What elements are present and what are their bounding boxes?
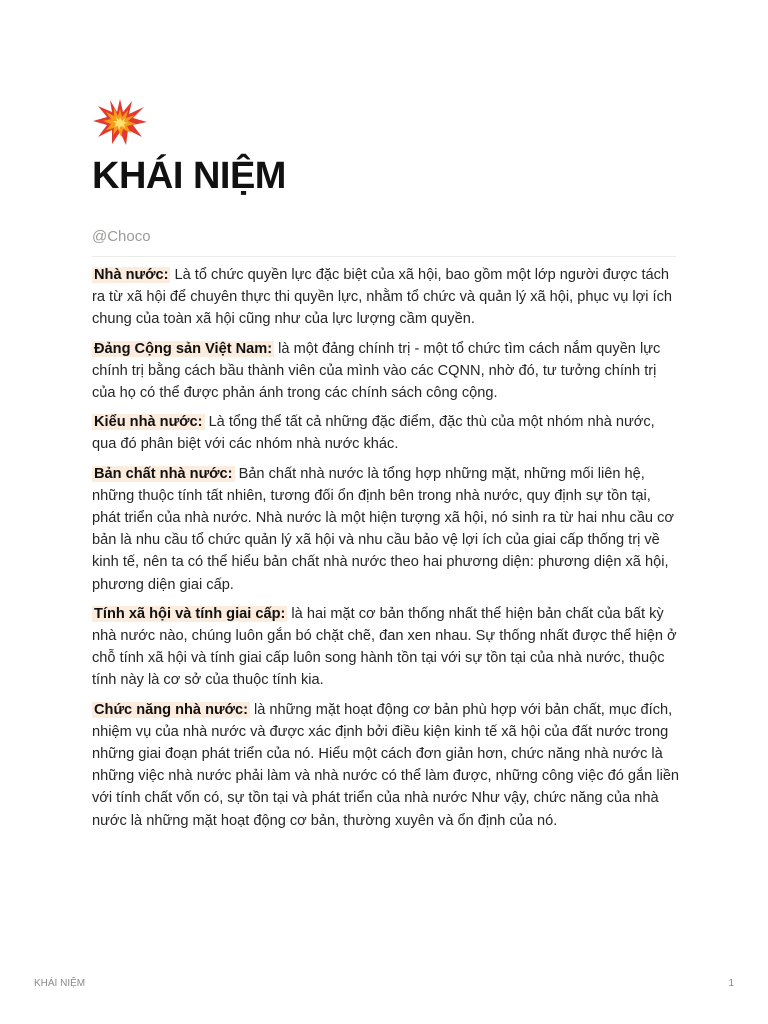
term-label: Bản chất nhà nước: [94,465,233,482]
paragraph-dang-cong-san [92,338,682,405]
collision-emoji-icon [92,97,148,147]
page-title: KHÁI NIỆM [92,155,286,197]
definition-text: là một đảng chính trị - một tổ chức tìm cách nắm quyền lực chính trị bằng cách bầu thành viên của mình vào các CQNN, nhờ đó, tư tưởng chính trị của họ có thể được phản ánh trong các chính sách công cộng. [92,340,661,402]
term-label: Nhà nước: [94,267,169,283]
paragraph-nha-nuoc [92,264,682,331]
term-label: Kiểu nhà nước: [94,414,203,431]
definition-text: Bản chất nhà nước là tổng hợp những mặt, những mối liên hệ, những thuộc tính tất nhiên, tương đối ổn định bên trong nhà nước, quy định sự tồn tại, phát triển của nhà nước. Nhà nước là một hiện tượng xã hội, nó sinh ra từ hai nhu cầu cơ bản là nhu cầu tổ chức quản lý xã hội và nhu cầu bảo vệ lợi ích của giai cấp thống trị về kinh tế, nên ta có thể hiểu bản chất nhà nước theo hai phương diện: phương diện xã hội, phương diện giai cấp. [92,465,674,593]
paragraph-kieu-nha-nuoc [92,411,682,455]
divider [92,256,676,257]
definition-text: Là tổng thể tất cả những đặc điểm, đặc thù của một nhóm nhà nước, qua đó phân biệt với các nhóm nhà nước khác. [92,414,655,453]
author-handle[interactable]: @Choco [92,228,151,245]
footer-page-number: 1 [728,978,734,989]
footer-title: KHÁI NIỆM [34,978,86,989]
definition-text: Là tổ chức quyền lực đặc biệt của xã hội, bao gồm một lớp người được tách ra từ xã hội để chuyên thực thi quyền lực, nhằm tổ chức và quản lý xã hội, phục vụ lợi ích chung của toàn xã hội cũng như của lực lượng cầm quyền. [92,267,673,328]
definition-text: là những mặt hoạt động cơ bản phù hợp với bản chất, mục đích, nhiệm vụ của nhà nước và được xác định bởi điều kiện kinh tế xã hội của đất nước trong những giai đoạn phát triển của nó. Hiểu một cách đơn giản hơn, chức năng nhà nước là những việc nhà nước phải làm và nhà nước có thể làm được, những công việc đó gắn liền với tính chất vốn có, sự tồn tại và phát triển của nhà nước Như vậy, chức năng của nhà nước là những mặt hoạt động cơ bản, thường xuyên và ổn định của nó. [92,701,680,829]
paragraph-tinh-xa-hoi-giai-cap [92,603,682,692]
definition-text: là hai mặt cơ bản thống nhất thể hiện bản chất của bất kỳ nhà nước nào, chúng luôn gắn bó chặt chẽ, đan xen nhau. Sự thống nhất được thể hiện ở chỗ tính xã hội và tính giai cấp luôn song hành tồn tại với sự tồn tại của nhà nước, thuộc tính này là cơ sở của thuộc tính kia. [92,605,677,689]
document-body [92,264,682,839]
term-label: Chức năng nhà nước: [94,701,248,718]
term-label: Đảng Cộng sản Việt Nam: [94,340,273,357]
paragraph-chuc-nang-nha-nuoc [92,699,682,832]
term-label: Tính xã hội và tính giai cấp: [94,605,286,622]
paragraph-ban-chat-nha-nuoc [92,463,682,596]
